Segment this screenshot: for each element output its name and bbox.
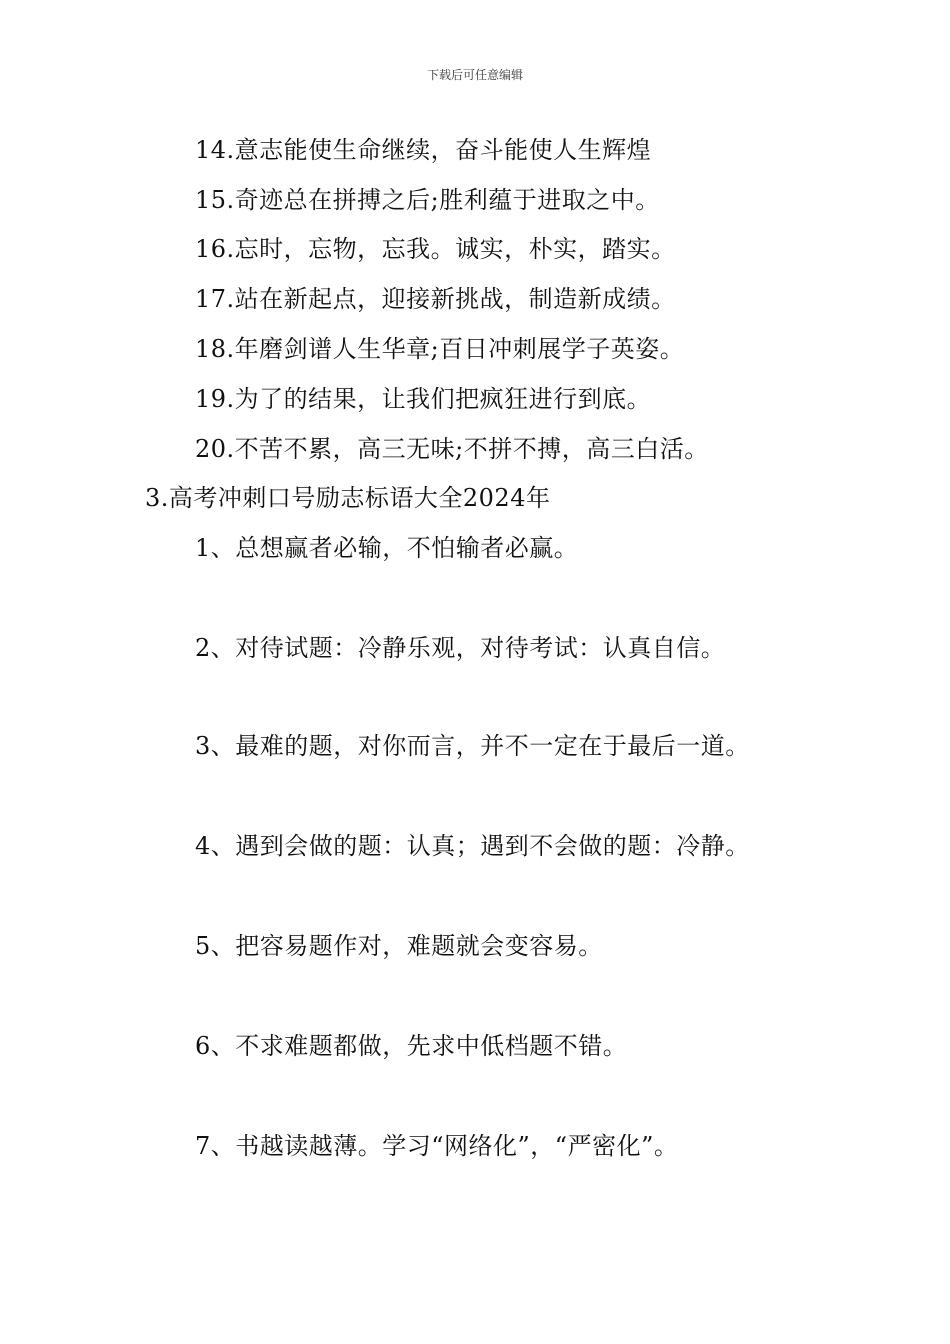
list-item: 18.年磨剑谱人生华章;百日冲刺展学子英姿。 (195, 335, 685, 363)
slogan-item: 2、对待试题：冷静乐观，对待考试：认真自信。 (195, 634, 726, 662)
slogan-item: 1、总想赢者必输，不怕输者必赢。 (195, 534, 579, 562)
section-heading: 3.高考冲刺口号励志标语大全2024年 (145, 484, 551, 512)
slogan-item: 3、最难的题，对你而言，并不一定在于最后一道。 (195, 732, 750, 760)
list-item: 14.意志能使生命继续，奋斗能使人生辉煌 (195, 136, 652, 164)
list-item: 17.站在新起点，迎接新挑战，制造新成绩。 (195, 285, 676, 313)
slogan-item: 6、不求难题都做，先求中低档题不错。 (195, 1032, 628, 1060)
list-item: 15.奇迹总在拼搏之后;胜利蕴于进取之中。 (195, 186, 660, 214)
slogan-item: 4、遇到会做的题：认真；遇到不会做的题：冷静。 (195, 832, 750, 860)
slogan-item: 7、书越读越薄。学习“网络化”，“严密化”。 (195, 1132, 679, 1160)
page-header: 下载后可任意编辑 (426, 68, 523, 82)
list-item: 19.为了的结果，让我们把疯狂进行到底。 (195, 385, 652, 413)
list-item: 16.忘时，忘物，忘我。诚实，朴实，踏实。 (195, 235, 676, 263)
slogan-item: 5、把容易题作对，难题就会变容易。 (195, 932, 603, 960)
list-item: 20.不苦不累，高三无味;不拼不搏，高三白活。 (195, 435, 709, 463)
